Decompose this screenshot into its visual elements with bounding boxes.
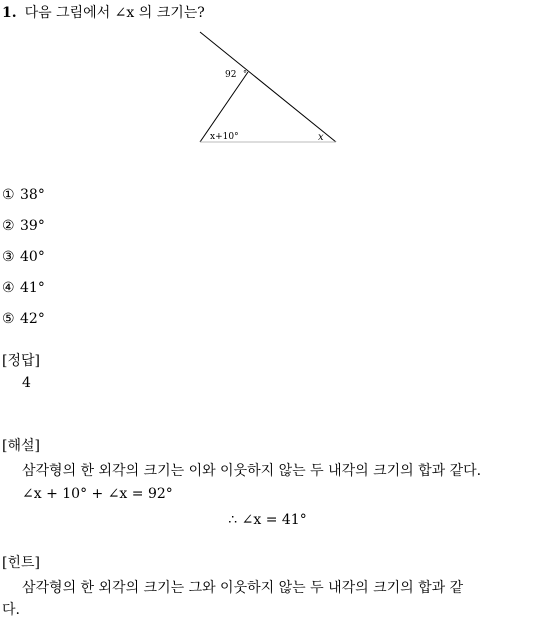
question-number: 1. — [2, 5, 17, 21]
choice-5[interactable] — [2, 311, 45, 327]
choice-3-text: 40° — [20, 249, 45, 265]
explanation-equation: ∠x + 10° + ∠x = 92° — [22, 486, 173, 502]
angle-mark-92: ° — [243, 69, 247, 78]
choice-3-mark: ③ — [2, 249, 15, 265]
answer-value: 4 — [22, 375, 31, 391]
choice-2-text: 39° — [20, 218, 45, 234]
label-x: x — [318, 132, 324, 143]
hint-line-2: 다. — [2, 602, 20, 618]
label-x-plus-10: x+10° — [210, 132, 239, 142]
choice-5-text: 42° — [20, 311, 45, 327]
choice-1[interactable] — [2, 187, 45, 203]
explanation-line-1: 삼각형의 한 외각의 크기는 이와 이웃하지 않는 두 내각의 크기의 합과 같다. — [22, 463, 482, 479]
extended-side-line — [200, 32, 336, 142]
choice-4-text: 41° — [20, 280, 45, 296]
label-92: 92 — [225, 70, 237, 80]
question-text: 다음 그림에서 ∠x 의 크기는? — [24, 5, 205, 21]
choice-4-mark: ④ — [2, 280, 15, 296]
hint-heading: [힌트] — [2, 555, 40, 571]
choice-5-mark: ⑤ — [2, 311, 15, 327]
answer-heading: [정답] — [2, 353, 40, 369]
choice-1-text: 38° — [20, 187, 45, 203]
question-title — [2, 2, 205, 22]
choice-2[interactable] — [2, 218, 45, 234]
explanation-conclusion: ∴ ∠x = 41° — [228, 512, 307, 528]
choice-1-mark: ① — [2, 187, 15, 203]
explanation-heading: [해설] — [2, 438, 40, 454]
choice-4[interactable] — [2, 280, 45, 296]
hint-line-1: 삼각형의 한 외각의 크기는 그와 이웃하지 않는 두 내각의 크기의 합과 같 — [22, 580, 464, 596]
triangle-figure — [196, 30, 346, 150]
choice-3[interactable] — [2, 249, 45, 265]
choice-2-mark: ② — [2, 218, 15, 234]
